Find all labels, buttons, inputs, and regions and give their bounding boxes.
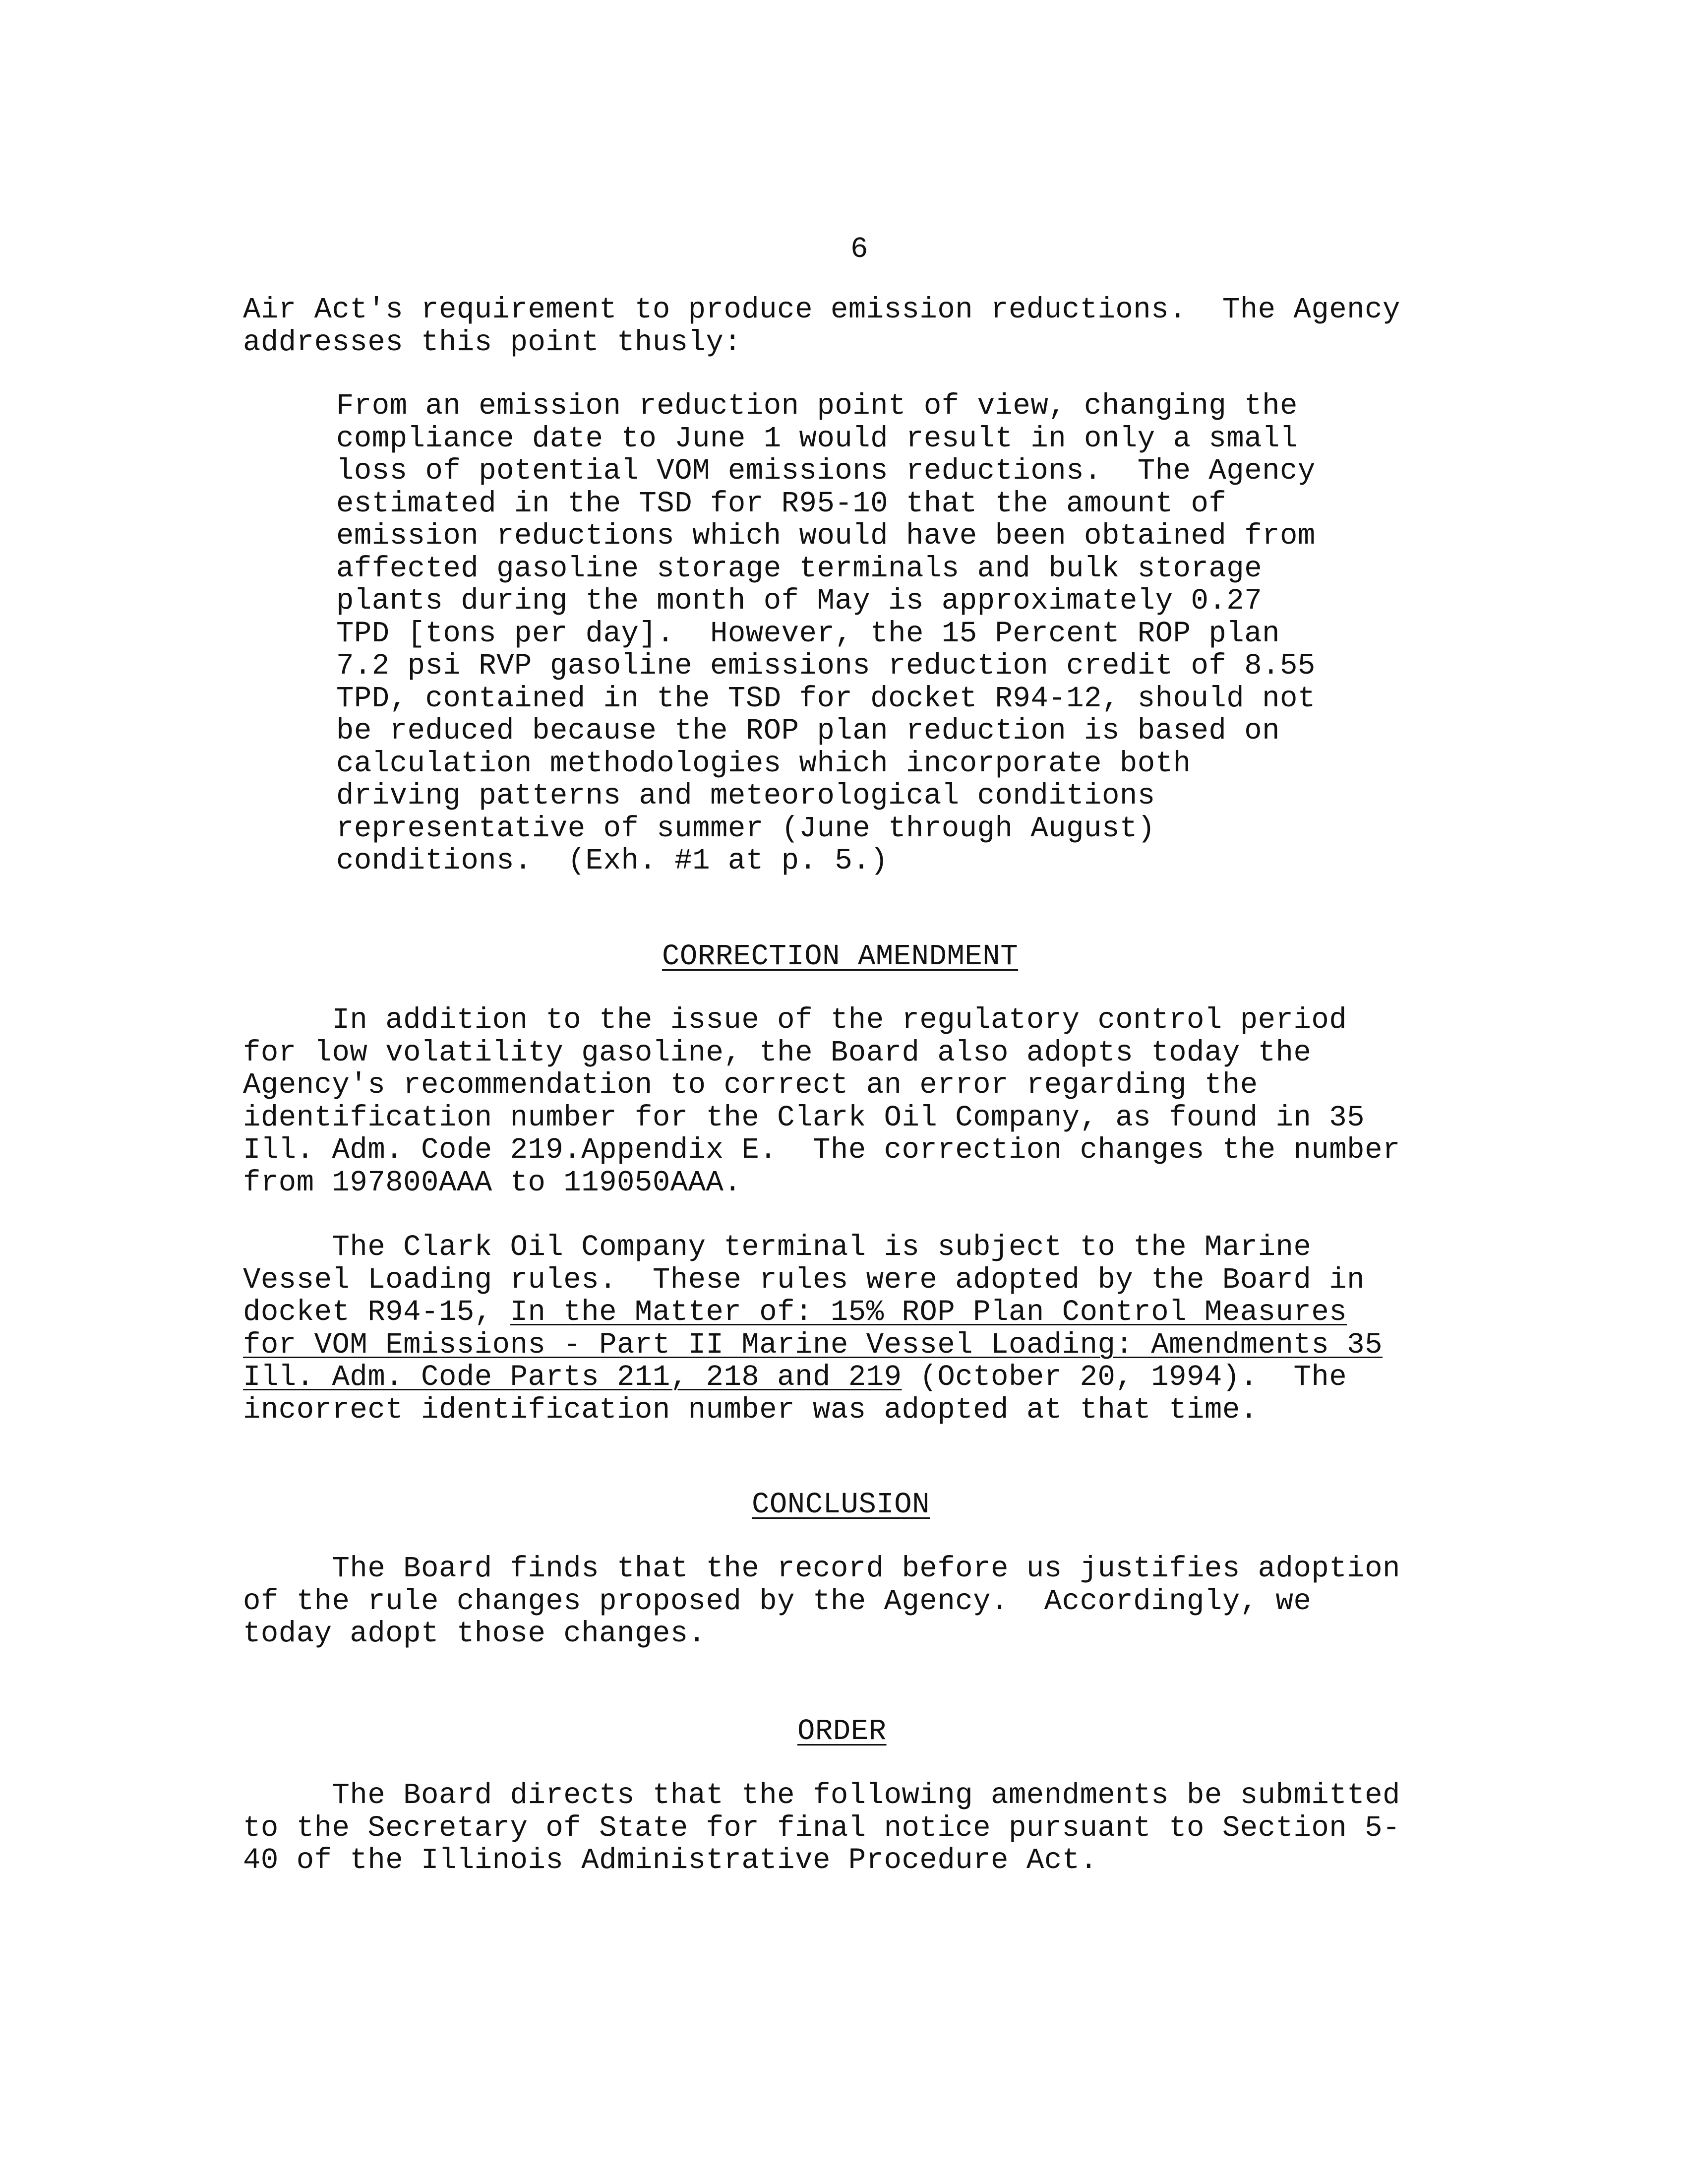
section-heading-order: ORDER: [797, 1715, 887, 1748]
paragraph-line: 40 of the Illinois Administrative Procedure Act.: [243, 1844, 1098, 1877]
paragraph-line: identification number for the Clark Oil Company, as found in 35: [243, 1101, 1365, 1134]
page-number: 6: [850, 233, 868, 266]
paragraph-line: today adopt those changes.: [243, 1617, 706, 1650]
case-title: Ill. Adm. Code Parts 211, 218 and 219: [243, 1361, 902, 1394]
section-heading-conclusion: CONCLUSION: [752, 1488, 930, 1521]
paragraph-line: [243, 1296, 1347, 1329]
paragraph-line: Ill. Adm. Code 219.Appendix E. The correction changes the number: [243, 1133, 1400, 1167]
case-title: In the Matter of: 15% ROP Plan Control Measures: [510, 1296, 1347, 1329]
date-text: (October 20, 1994). The: [902, 1361, 1347, 1394]
paragraph-line: [243, 1361, 1347, 1394]
quote-line: From an emission reduction point of view, changing the: [336, 389, 1298, 423]
paragraph-line: The Clark Oil Company terminal is subject to the Marine: [243, 1231, 1312, 1264]
intro-line-1: Air Act's requirement to produce emission reductions. The Agency: [243, 293, 1400, 326]
paragraph-line: Vessel Loading rules. These rules were adopted by the Board in: [243, 1263, 1365, 1297]
quote-line: emission reductions which would have been obtained from: [336, 519, 1316, 553]
quote-line: be reduced because the ROP plan reduction is based on: [336, 714, 1280, 748]
section-heading-correction-amendment: CORRECTION AMENDMENT: [662, 940, 1019, 973]
paragraph-line: Agency's recommendation to correct an error regarding the: [243, 1068, 1258, 1102]
paragraph-line: incorrect identification number was adopted at that time.: [243, 1393, 1258, 1427]
paragraph-line: to the Secretary of State for final notice pursuant to Section 5-: [243, 1811, 1400, 1845]
quote-line: 7.2 psi RVP gasoline emissions reduction credit of 8.55: [336, 649, 1316, 683]
quote-line: calculation methodologies which incorporate both: [336, 747, 1191, 780]
paragraph-line: In addition to the issue of the regulatory control period: [243, 1003, 1347, 1037]
intro-line-2: addresses this point thusly:: [243, 326, 742, 359]
paragraph-line: of the rule changes proposed by the Agency. Accordingly, we: [243, 1585, 1312, 1618]
quote-line: TPD [tons per day]. However, the 15 Percent ROP plan: [336, 617, 1280, 650]
quote-line: TPD, contained in the TSD for docket R94-12, should not: [336, 682, 1316, 715]
paragraph-line: The Board finds that the record before us justifies adoption: [243, 1552, 1400, 1585]
paragraph-line: [243, 1329, 1383, 1362]
quote-line: estimated in the TSD for R95-10 that the amount of: [336, 487, 1227, 520]
quote-line: conditions. (Exh. #1 at p. 5.): [336, 844, 889, 877]
paragraph-line: for low volatility gasoline, the Board also adopts today the: [243, 1036, 1312, 1069]
paragraph-line: The Board directs that the following amendments be submitted: [243, 1779, 1400, 1812]
quote-line: compliance date to June 1 would result in only a small: [336, 422, 1298, 455]
quote-line: representative of summer (June through August): [336, 812, 1155, 845]
quote-line: driving patterns and meteorological conditions: [336, 779, 1155, 812]
docket-text: docket R94-15,: [243, 1296, 510, 1329]
paragraph-line: from 197800AAA to 119050AAA.: [243, 1166, 742, 1199]
case-title: for VOM Emissions - Part II Marine Vessel Loading: Amendments 35: [243, 1328, 1383, 1362]
quote-line: affected gasoline storage terminals and bulk storage: [336, 552, 1263, 585]
quote-line: loss of potential VOM emissions reductions. The Agency: [336, 454, 1316, 488]
quote-line: plants during the month of May is approximately 0.27: [336, 584, 1263, 618]
